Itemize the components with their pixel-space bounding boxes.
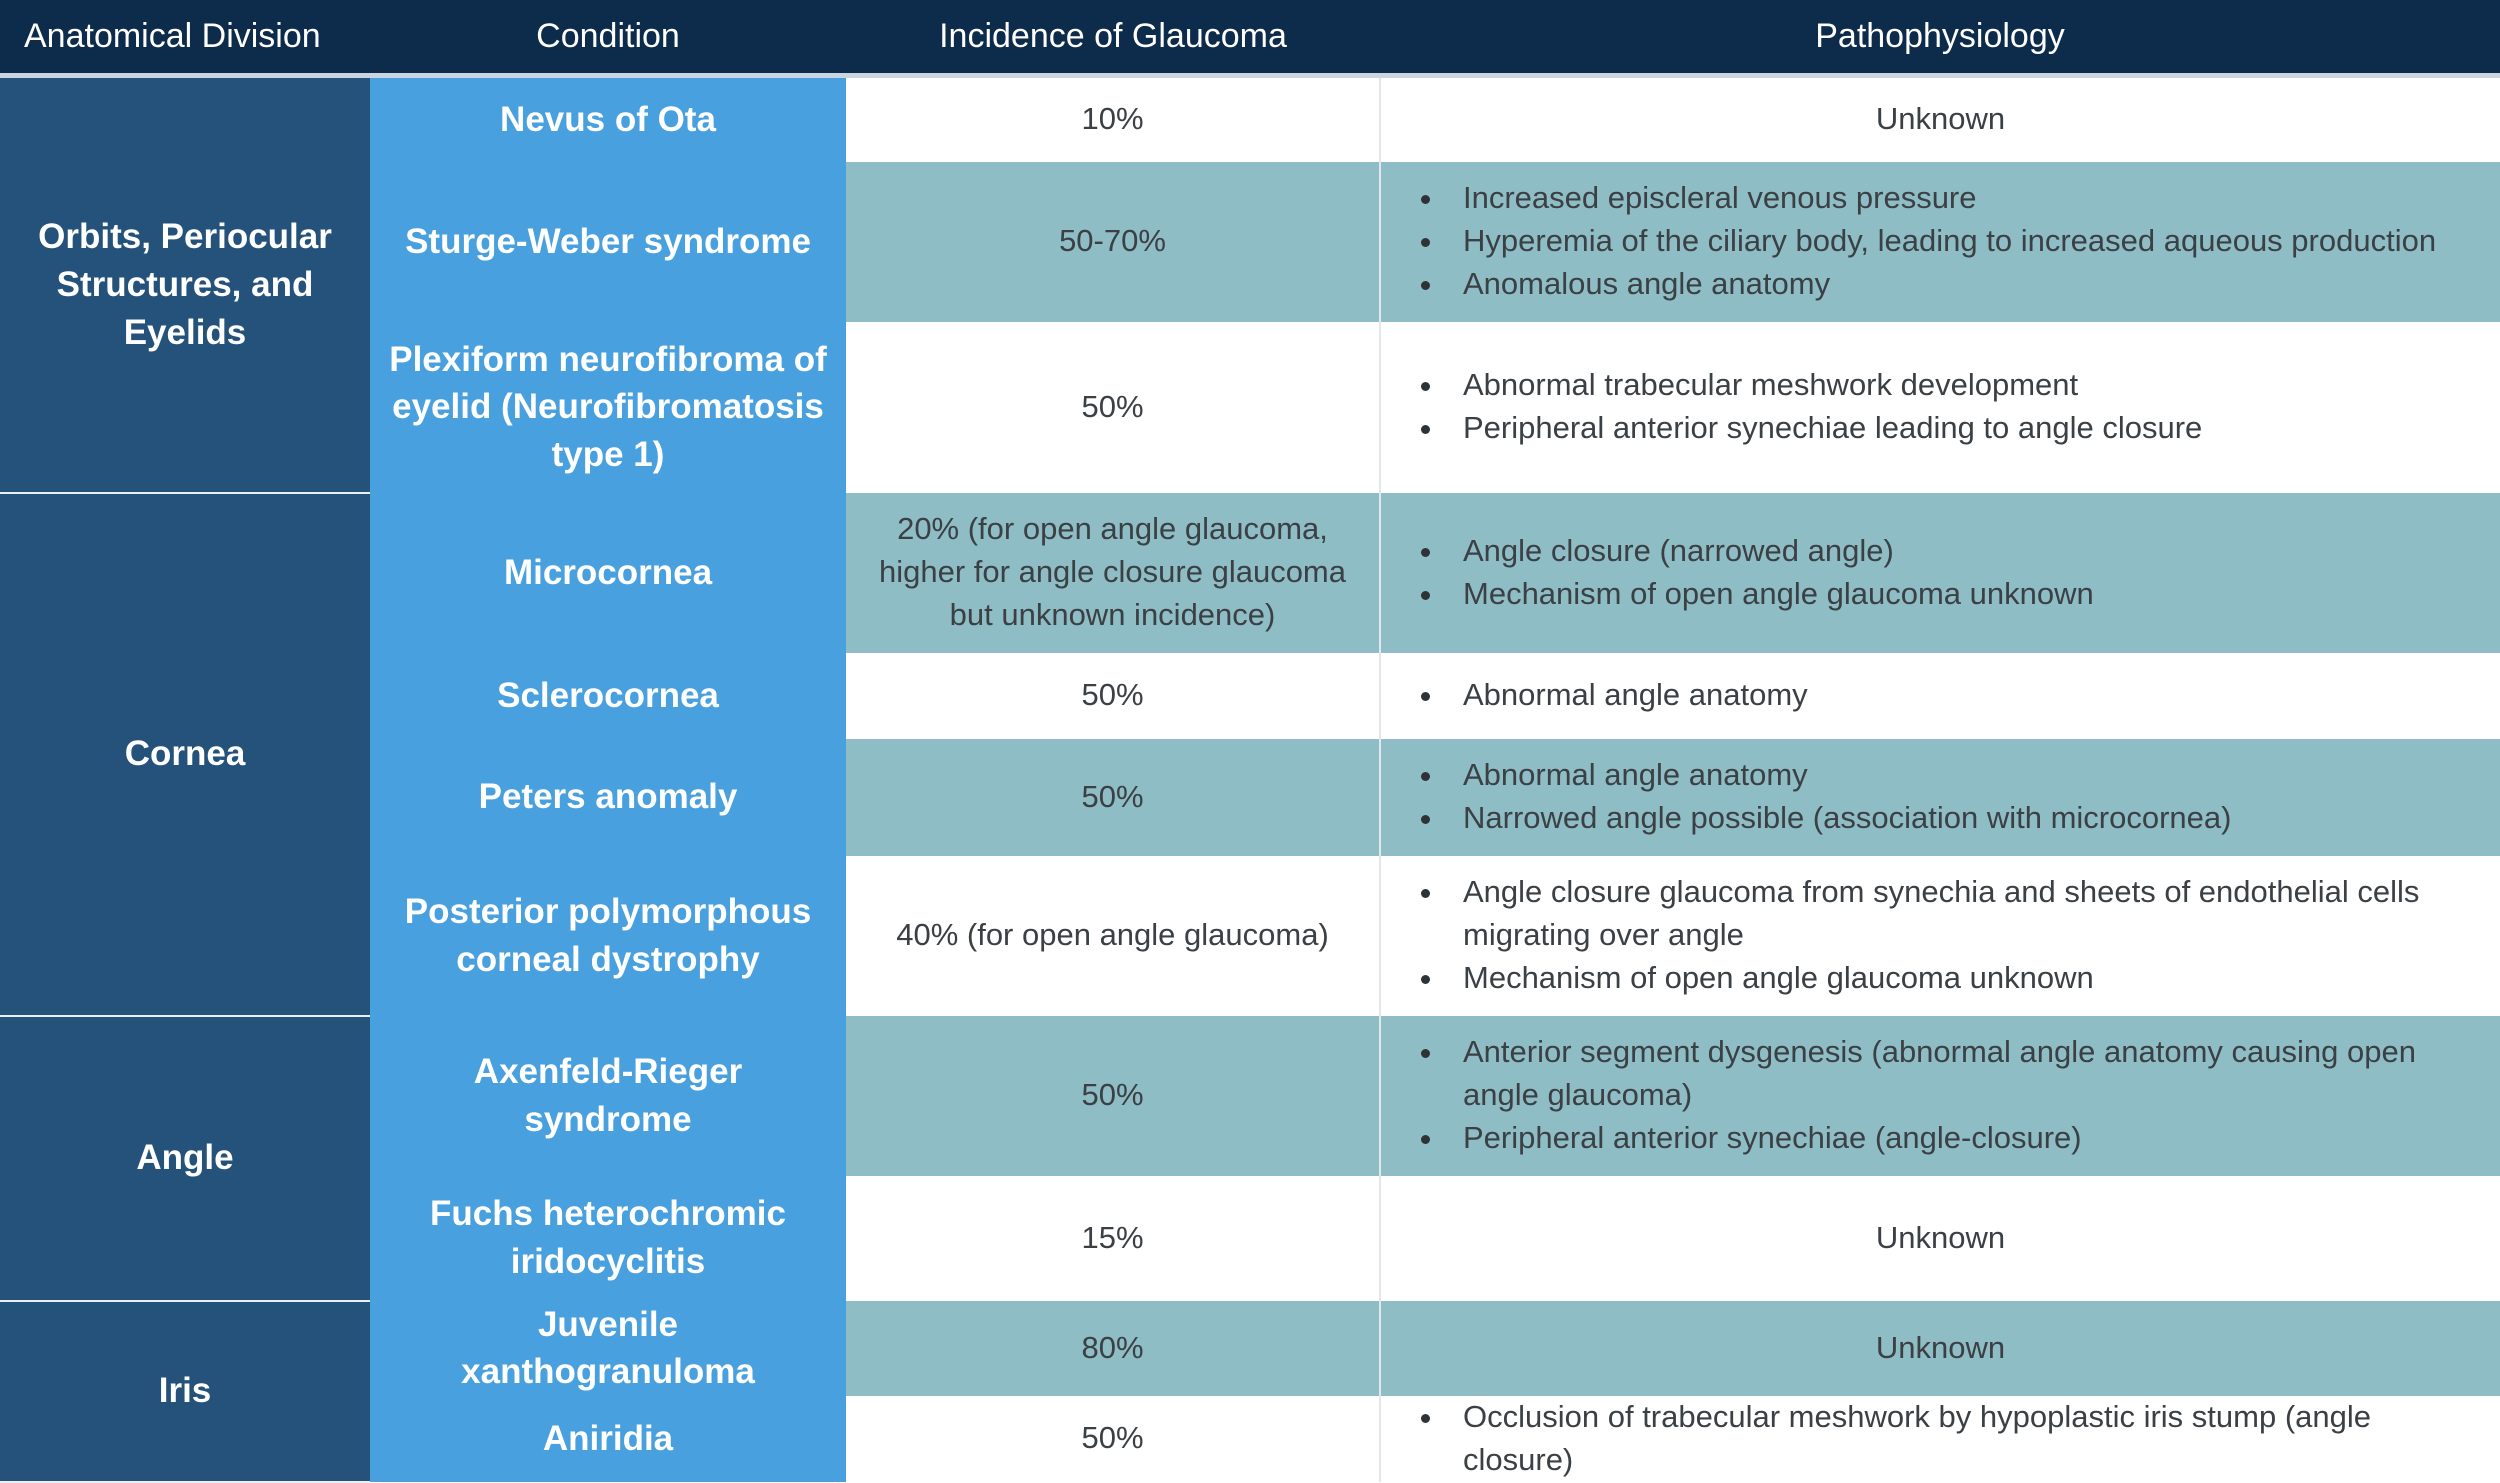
pathophysiology-list xyxy=(1401,674,2480,717)
condition-fuchs-heterochromic: Fuchs heterochromic iridocyclitis xyxy=(370,1176,846,1301)
incidence-cell: 50% xyxy=(846,1016,1380,1176)
list-item: Mechanism of open angle glaucoma unknown xyxy=(1463,957,2480,1000)
pathophysiology-list xyxy=(1401,1031,2480,1159)
list-item: Hyperemia of the ciliary body, leading to increased aqueous production xyxy=(1463,220,2480,263)
pathophysiology-cell xyxy=(1380,653,2500,739)
header-pathophysiology: Pathophysiology xyxy=(1380,0,2500,76)
table-row xyxy=(0,76,2500,162)
table-row xyxy=(0,1176,2500,1301)
list-item: Anomalous angle anatomy xyxy=(1463,263,2480,306)
incidence-cell: 50% xyxy=(846,653,1380,739)
incidence-cell: 10% xyxy=(846,76,1380,162)
list-item: Narrowed angle possible (association with microcornea) xyxy=(1463,797,2480,840)
pathophysiology-list xyxy=(1401,530,2480,616)
pathophysiology-list xyxy=(1401,871,2480,999)
table-row xyxy=(0,1016,2500,1176)
pathophysiology-list xyxy=(1401,754,2480,840)
pathophysiology-cell xyxy=(1380,739,2500,856)
pathophysiology-cell: Unknown xyxy=(1380,1301,2500,1396)
pathophysiology-cell xyxy=(1380,1396,2500,1482)
incidence-cell: 20% (for open angle glaucoma, higher for angle closure glaucoma but unknown incidence) xyxy=(846,493,1380,653)
incidence-cell: 80% xyxy=(846,1301,1380,1396)
header-condition: Condition xyxy=(370,0,846,76)
condition-posterior-polymorphous: Posterior polymorphous corneal dystrophy xyxy=(370,856,846,1016)
list-item: Peripheral anterior synechiae (angle-closure) xyxy=(1463,1117,2480,1160)
list-item: Abnormal trabecular meshwork development xyxy=(1463,364,2480,407)
pathophysiology-list xyxy=(1401,177,2480,305)
incidence-cell: 40% (for open angle glaucoma) xyxy=(846,856,1380,1016)
list-item: Peripheral anterior synechiae leading to angle closure xyxy=(1463,407,2480,450)
condition-microcornea: Microcornea xyxy=(370,493,846,653)
table-row xyxy=(0,653,2500,739)
incidence-cell: 15% xyxy=(846,1176,1380,1301)
list-item: Abnormal angle anatomy xyxy=(1463,674,2480,717)
table-row xyxy=(0,322,2500,493)
division-iris: Iris xyxy=(0,1301,370,1482)
incidence-cell: 50% xyxy=(846,739,1380,856)
pathophysiology-cell xyxy=(1380,162,2500,322)
header-incidence: Incidence of Glaucoma xyxy=(846,0,1380,76)
condition-juvenile-xanthogranuloma: Juvenile xanthogranuloma xyxy=(370,1301,846,1396)
division-cornea: Cornea xyxy=(0,493,370,1016)
pathophysiology-cell xyxy=(1380,493,2500,653)
division-angle: Angle xyxy=(0,1016,370,1301)
table-row xyxy=(0,856,2500,1016)
table-row xyxy=(0,493,2500,653)
table-row xyxy=(0,1301,2500,1396)
header-anatomical-division: Anatomical Division xyxy=(0,0,370,76)
condition-sclerocornea: Sclerocornea xyxy=(370,653,846,739)
pathophysiology-cell xyxy=(1380,856,2500,1016)
pathophysiology-list xyxy=(1401,364,2480,450)
condition-nevus-of-ota: Nevus of Ota xyxy=(370,76,846,162)
list-item: Increased episcleral venous pressure xyxy=(1463,177,2480,220)
condition-plexiform-neurofibroma: Plexiform neurofibroma of eyelid (Neurofibromatosis type 1) xyxy=(370,322,846,493)
pathophysiology-cell xyxy=(1380,1016,2500,1176)
table-row xyxy=(0,1396,2500,1482)
incidence-cell: 50% xyxy=(846,1396,1380,1482)
pathophysiology-cell: Unknown xyxy=(1380,1176,2500,1301)
list-item: Angle closure glaucoma from synechia and sheets of endothelial cells migrating over angle xyxy=(1463,871,2480,957)
pathophysiology-cell: Unknown xyxy=(1380,76,2500,162)
condition-axenfeld-rieger: Axenfeld-Rieger syndrome xyxy=(370,1016,846,1176)
header-row xyxy=(0,0,2500,76)
list-item: Anterior segment dysgenesis (abnormal angle anatomy causing open angle glaucoma) xyxy=(1463,1031,2480,1117)
list-item: Angle closure (narrowed angle) xyxy=(1463,530,2480,573)
pathophysiology-cell xyxy=(1380,322,2500,493)
list-item: Abnormal angle anatomy xyxy=(1463,754,2480,797)
list-item: Mechanism of open angle glaucoma unknown xyxy=(1463,573,2480,616)
condition-sturge-weber: Sturge-Weber syndrome xyxy=(370,162,846,322)
incidence-cell: 50-70% xyxy=(846,162,1380,322)
list-item: Occlusion of trabecular meshwork by hypoplastic iris stump (angle closure) xyxy=(1463,1396,2480,1482)
division-orbits: Orbits, Periocular Structures, and Eyelids xyxy=(0,76,370,493)
incidence-cell: 50% xyxy=(846,322,1380,493)
table-row xyxy=(0,739,2500,856)
condition-aniridia: Aniridia xyxy=(370,1396,846,1482)
condition-peters-anomaly: Peters anomaly xyxy=(370,739,846,856)
pathophysiology-list xyxy=(1401,1396,2480,1482)
table-row xyxy=(0,162,2500,322)
